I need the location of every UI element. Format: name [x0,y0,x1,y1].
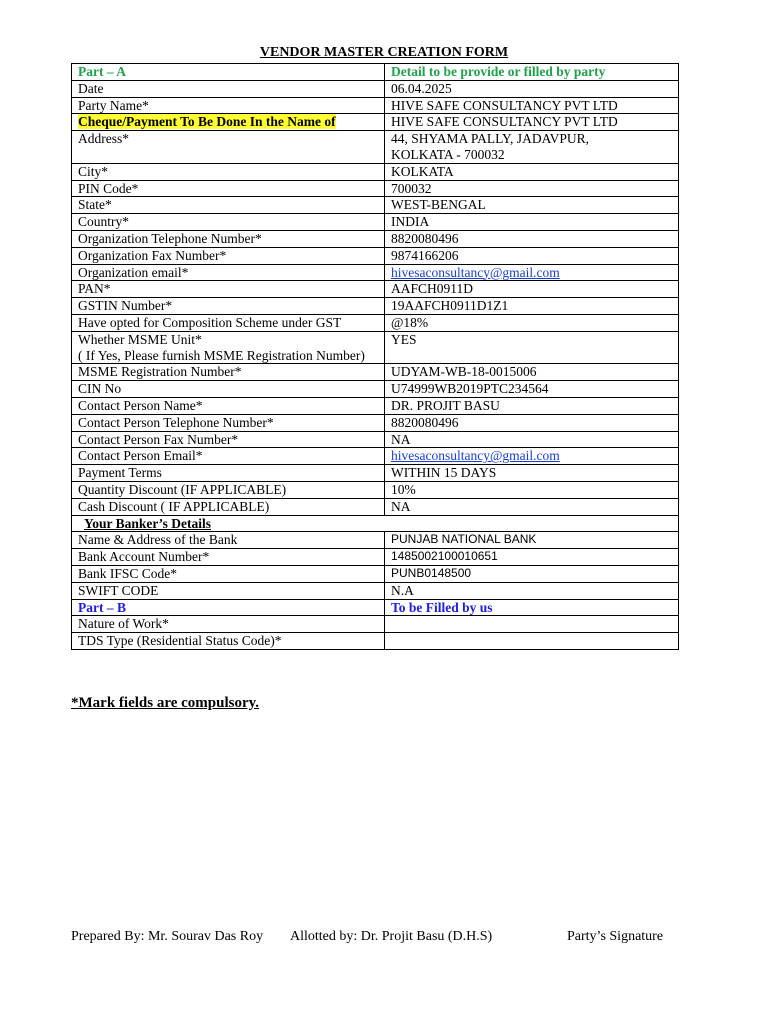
msme-label-line-1: Whether MSME Unit* [78,331,202,347]
field-label-account-number: Bank Account Number* [72,549,385,566]
table-row [72,214,679,231]
field-value-contact-email [385,448,679,465]
field-label-state: State* [72,197,385,214]
field-label-composition: Have opted for Composition Scheme under GST [72,314,385,331]
field-label-org-telephone: Organization Telephone Number* [72,230,385,247]
field-label-swift: SWIFT CODE [72,582,385,599]
part-b-header-row [72,599,679,616]
field-label-pan: PAN* [72,281,385,298]
table-row [72,465,679,482]
table-row [72,80,679,97]
field-label-cheque-name [72,114,385,131]
address-line-1: 44, SHYAMA PALLY, JADAVPUR, [391,131,589,147]
field-label-bank-name: Name & Address of the Bank [72,532,385,549]
field-label-country: Country* [72,214,385,231]
field-value-org-email [385,264,679,281]
form-title: VENDOR MASTER CREATION FORM [259,45,509,60]
table-row [72,633,679,650]
field-value-cheque-name: HIVE SAFE CONSULTANCY PVT LTD [385,114,679,131]
party-signature-label: Party’s Signature [567,929,664,944]
field-value-pan: AAFCH0911D [385,281,679,298]
table-row [72,180,679,197]
field-label-contact-telephone: Contact Person Telephone Number* [72,414,385,431]
field-label-contact-name: Contact Person Name* [72,397,385,414]
field-label-tds-type: TDS Type (Residential Status Code)* [72,633,385,650]
table-row [72,230,679,247]
highlighted-label: Cheque/Payment To Be Done In the Name of [78,114,336,130]
address-line-2: KOLKATA - 700032 [391,146,505,162]
table-row [72,381,679,398]
field-value-account-number: 1485002100010651 [385,549,679,566]
field-label-party-name: Party Name* [72,97,385,114]
field-value-tds-type[interactable] [385,633,679,650]
field-value-contact-telephone: 8820080496 [385,414,679,431]
table-row [72,414,679,431]
field-value-city: KOLKATA [385,163,679,180]
field-label-org-email: Organization email* [72,264,385,281]
table-row [72,298,679,315]
part-b-header: To be Filled by us [385,599,679,616]
field-label-gstin: GSTIN Number* [72,298,385,315]
table-row [72,197,679,214]
table-row [72,163,679,180]
field-value-pin: 700032 [385,180,679,197]
field-value-payment-terms: WITHIN 15 DAYS [385,465,679,482]
table-row [72,549,679,566]
field-label-quantity-discount: Quantity Discount (IF APPLICABLE) [72,481,385,498]
field-value-bank-name: PUNJAB NATIONAL BANK [385,532,679,549]
field-value-msme-unit: YES [385,331,679,364]
field-value-contact-fax: NA [385,431,679,448]
table-row [72,481,679,498]
field-value-ifsc: PUNB0148500 [385,565,679,582]
banker-section-header [72,515,679,532]
field-value-quantity-discount: 10% [385,481,679,498]
table-row [72,616,679,633]
banker-header-row [72,515,679,532]
field-label-pin: PIN Code* [72,180,385,197]
prepared-by: Prepared By: Mr. Sourav Das Roy [71,929,264,944]
field-label-cash-discount: Cash Discount ( IF APPLICABLE) [72,498,385,515]
table-row [72,431,679,448]
table-row [72,532,679,549]
table-row [72,97,679,114]
table-row [72,114,679,131]
part-b-label: Part – B [72,599,385,616]
field-value-cash-discount: NA [385,498,679,515]
table-row [72,498,679,515]
table-row [72,247,679,264]
table-row [72,331,679,364]
table-row [72,582,679,599]
allotted-by: Allotted by: Dr. Projit Basu (D.H.S) [290,929,493,944]
field-label-nature-of-work: Nature of Work* [72,616,385,633]
table-row [72,281,679,298]
org-email-link[interactable]: hivesaconsultancy@gmail.com [391,264,560,280]
field-label-ifsc: Bank IFSC Code* [72,565,385,582]
compulsory-note: *Mark fields are compulsory. [71,695,260,711]
table-row [72,565,679,582]
field-label-address: Address* [72,131,385,164]
field-value-composition: @18% [385,314,679,331]
field-label-msme-reg: MSME Registration Number* [72,364,385,381]
field-value-gstin: 19AAFCH0911D1Z1 [385,298,679,315]
table-row [72,364,679,381]
field-value-date: 06.04.2025 [385,80,679,97]
field-label-cin: CIN No [72,381,385,398]
field-label-date: Date [72,80,385,97]
table-row [72,264,679,281]
part-a-detail-header: Detail to be provide or filled by party [385,64,679,81]
banker-header-text: Your Banker’s Details [84,515,211,531]
msme-label-line-2: ( If Yes, Please furnish MSME Registration Number) [78,347,365,363]
field-value-nature-of-work[interactable] [385,616,679,633]
field-value-msme-reg: UDYAM-WB-18-0015006 [385,364,679,381]
field-label-msme-unit [72,331,385,364]
field-value-contact-name: DR. PROJIT BASU [385,397,679,414]
field-value-country: INDIA [385,214,679,231]
vendor-form-table [71,63,679,650]
field-value-state: WEST-BENGAL [385,197,679,214]
table-row [72,397,679,414]
contact-email-link[interactable]: hivesaconsultancy@gmail.com [391,448,560,464]
part-a-header-row [72,64,679,81]
field-label-org-fax: Organization Fax Number* [72,247,385,264]
field-value-party-name: HIVE SAFE CONSULTANCY PVT LTD [385,97,679,114]
part-a-label: Part – A [72,64,385,81]
field-value-org-telephone: 8820080496 [385,230,679,247]
field-value-cin: U74999WB2019PTC234564 [385,381,679,398]
field-value-address [385,131,679,164]
table-row [72,314,679,331]
field-value-org-fax: 9874166206 [385,247,679,264]
field-label-contact-email: Contact Person Email* [72,448,385,465]
field-label-city: City* [72,163,385,180]
field-label-payment-terms: Payment Terms [72,465,385,482]
field-label-contact-fax: Contact Person Fax Number* [72,431,385,448]
table-row [72,131,679,164]
field-value-swift: N.A [385,582,679,599]
table-row [72,448,679,465]
